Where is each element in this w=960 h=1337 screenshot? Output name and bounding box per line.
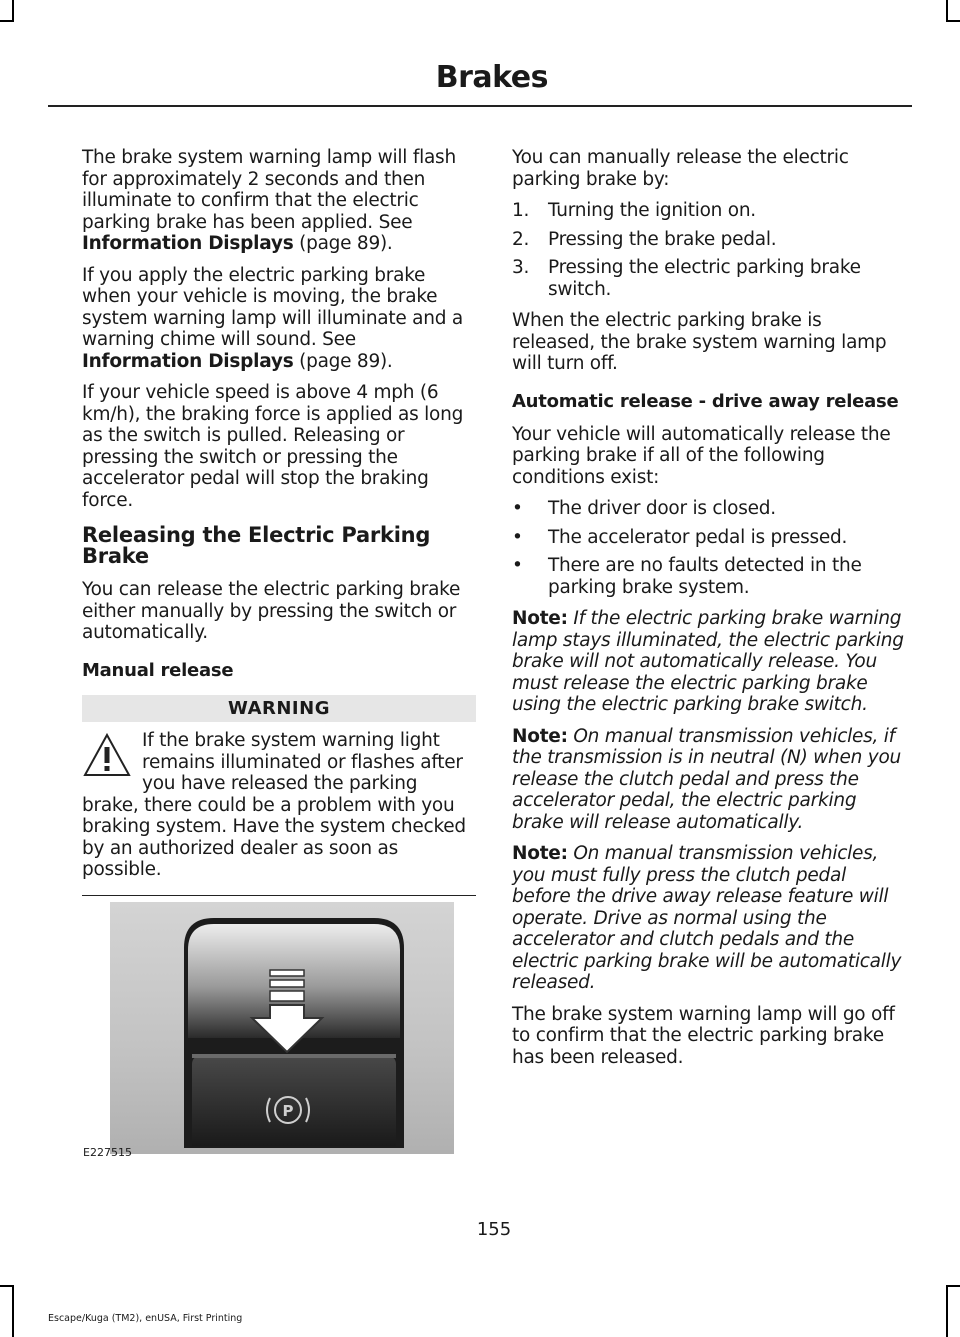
page-title: Brakes xyxy=(435,60,548,95)
warning-box xyxy=(82,695,476,897)
right-column xyxy=(512,147,906,1078)
figure-code: E227515 xyxy=(83,1146,132,1159)
warning-title: WARNING xyxy=(82,695,476,723)
paragraph: Your vehicle will automatically release the parking brake if all of the following conditions exist: xyxy=(512,423,891,488)
svg-text:P: P xyxy=(282,1102,294,1120)
list-item: 3. Pressing the electric parking brake switch. xyxy=(512,257,861,300)
note: Note: If the electric parking brake warning lamp stays illuminated, the electric parking brake will not automatically release. You must release the electric parking brake using the electric parking brake switch. xyxy=(512,608,904,715)
paragraph: The brake system warning lamp will flash for approximately 2 seconds and then illuminate to confirm that the electric parking brake has been applied. See Information Displays (page 89). xyxy=(82,147,456,254)
note: Note: On manual transmission vehicles, if the transmission is in neutral (N) when you release the clutch pedal and press the accelerator pedal, the electric parking brake will release automatically. xyxy=(512,725,901,833)
crop-mark xyxy=(946,20,960,22)
note: Note: On manual transmission vehicles, you must fully press the clutch pedal before the drive away release feature will operate. Drive as normal using the accelerator and clutch pedals and the electric parking brake will be automatically released. xyxy=(512,843,902,993)
crop-mark xyxy=(946,1285,948,1337)
list-item: • The accelerator pedal is pressed. xyxy=(512,526,848,548)
paragraph: If your vehicle speed is above 4 mph (6 km/h), the braking force is applied as long as the switch is pulled. Releasing or pressing the switch or pressing the accelerator pedal will stop the braking force. xyxy=(82,382,464,511)
cross-reference-link[interactable]: Information Displays xyxy=(82,350,294,372)
crop-mark xyxy=(0,1285,14,1287)
crop-mark xyxy=(12,1285,14,1337)
crop-mark xyxy=(946,1285,960,1287)
list-item: 2. Pressing the brake pedal. xyxy=(512,228,777,250)
section-heading: Releasing the Electric Parking Brake xyxy=(82,523,431,568)
subheading: Automatic release - drive away release xyxy=(512,390,899,412)
paragraph: You can release the electric parking brake either manually by pressing the switch or automatically. xyxy=(82,579,461,643)
warning-text: If the brake system warning light remains illuminated or flashes after you have released the parking brake, there could be a problem with you braking system. Have the system checked by an authorized dealer as soon as possible. xyxy=(82,730,466,880)
crop-mark xyxy=(0,20,14,22)
page-number: 155 xyxy=(476,1219,512,1240)
crop-mark xyxy=(12,0,14,22)
footer-text: Escape/Kuga (TM2), enUSA, First Printing xyxy=(48,1313,243,1324)
parking-brake-switch-illustration xyxy=(84,888,456,1160)
list-item: 1. Turning the ignition on. xyxy=(512,200,756,221)
crop-mark xyxy=(946,0,948,22)
left-column xyxy=(82,147,476,896)
cross-reference-link[interactable]: Information Displays xyxy=(82,233,294,254)
list-item: • There are no faults detected in the parking brake system. xyxy=(512,555,862,598)
paragraph: When the electric parking brake is released, the brake system warning lamp will turn off. xyxy=(512,310,887,374)
paragraph: If you apply the electric parking brake when your vehicle is moving, the brake system warning lamp will illuminate and a warning chime will sound. See Information Displays (page 89). xyxy=(82,264,463,372)
list-item: • The driver door is closed. xyxy=(512,498,776,519)
paragraph: You can manually release the electric parking brake by: xyxy=(512,147,849,190)
subheading: Manual release xyxy=(82,659,234,681)
bullet-list xyxy=(512,498,906,598)
warning-triangle-icon xyxy=(82,732,132,778)
paragraph: The brake system warning lamp will go off to confirm that the electric parking brake has been released. xyxy=(512,1003,895,1068)
header-divider xyxy=(48,105,912,107)
numbered-list xyxy=(512,200,906,300)
